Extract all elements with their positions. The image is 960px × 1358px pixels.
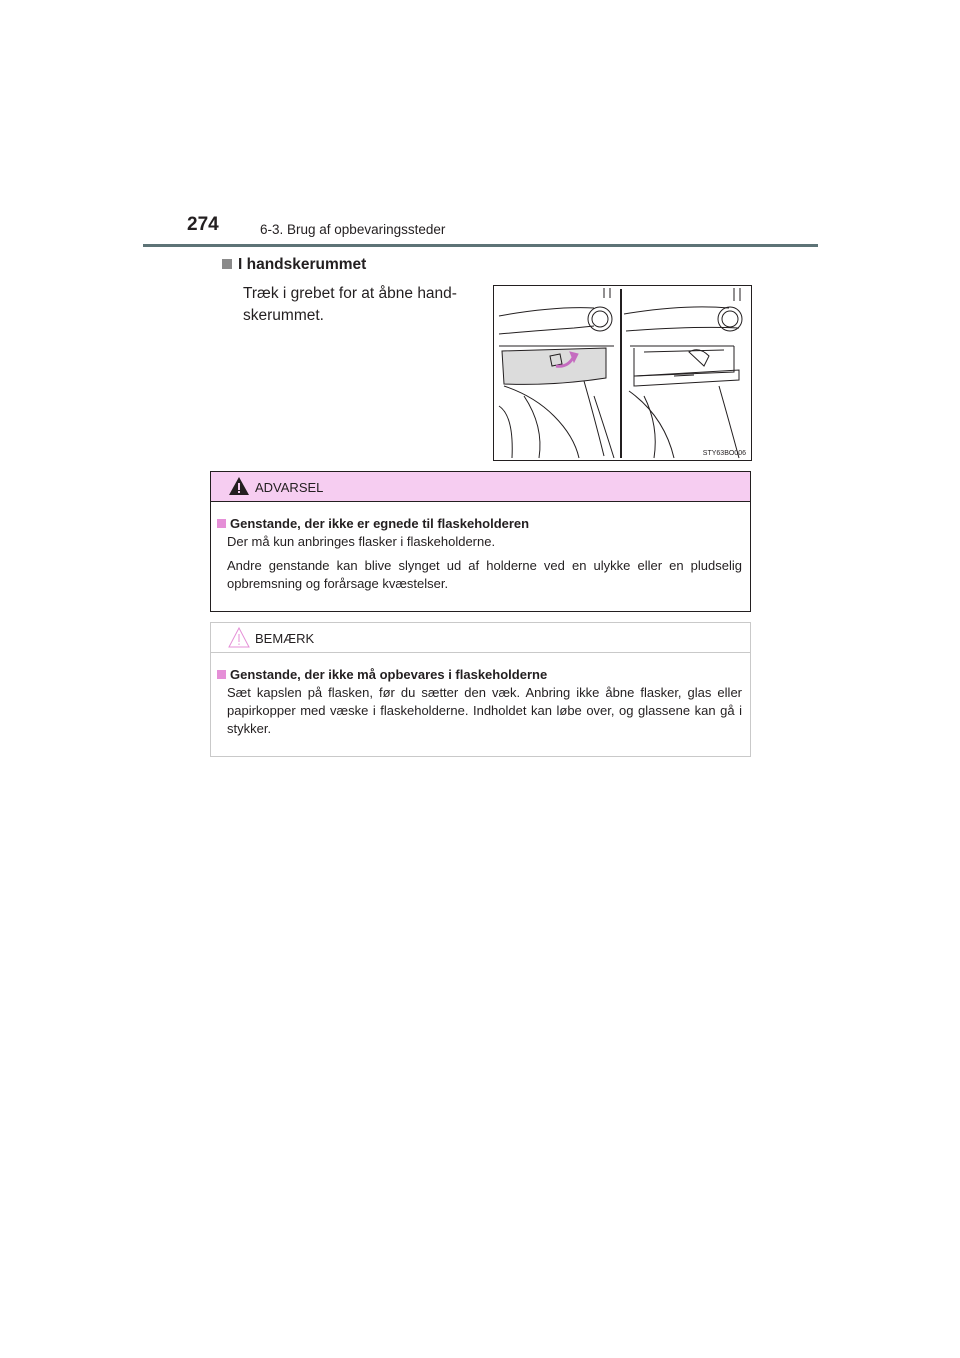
section-title: 6-3. Brug af opbevaringssteder (260, 222, 446, 237)
instruction-text (243, 283, 476, 327)
warning-box (210, 471, 751, 612)
notice-item-title (217, 666, 742, 684)
warning-paragraph-1: Der må kun anbringes flasker i flaskeholderne. (227, 534, 496, 549)
header-rule (143, 244, 818, 247)
warning-item-title (217, 515, 742, 533)
square-bullet-icon (217, 519, 226, 528)
figure-code: STY63BO006 (702, 450, 746, 457)
caution-triangle-icon (228, 627, 250, 649)
instruction-line-2: skerummet. (243, 307, 324, 324)
page-number: 274 (187, 214, 219, 235)
square-bullet-icon (222, 259, 232, 269)
warning-body (211, 502, 750, 593)
glovebox-drawing (494, 286, 751, 460)
notice-item-title-text: Genstande, der ikke må opbevares i flaskeholderne (230, 667, 548, 682)
warning-header (211, 472, 750, 502)
section-heading (222, 256, 366, 274)
notice-body (211, 653, 750, 738)
heading-text: I handskerummet (238, 256, 367, 273)
square-bullet-icon (217, 670, 226, 679)
warning-paragraph-2: Andre genstande kan blive slynget ud af holderne ved en ulykke eller en pludselig opbremsning og forårsage kvæstelser. (227, 558, 742, 591)
notice-paragraph-1: Sæt kapslen på flasken, før du sætter den væk. Anbring ikke åbne flasker, glas eller papirkopper med væske i flaskeholderne. Indholdet kan løbe over, og glassene kan gå i stykker. (227, 685, 742, 736)
warning-triangle-icon (228, 476, 250, 496)
notice-box (210, 622, 751, 757)
instruction-line-1: Træk i grebet for at åbne hand- (243, 285, 457, 302)
notice-title: BEMÆRK (255, 631, 315, 646)
notice-header (211, 623, 750, 653)
warning-item-title-text: Genstande, der ikke er egnede til flaskeholderen (230, 516, 530, 531)
warning-title: ADVARSEL (255, 480, 324, 495)
glovebox-illustration (493, 285, 752, 461)
